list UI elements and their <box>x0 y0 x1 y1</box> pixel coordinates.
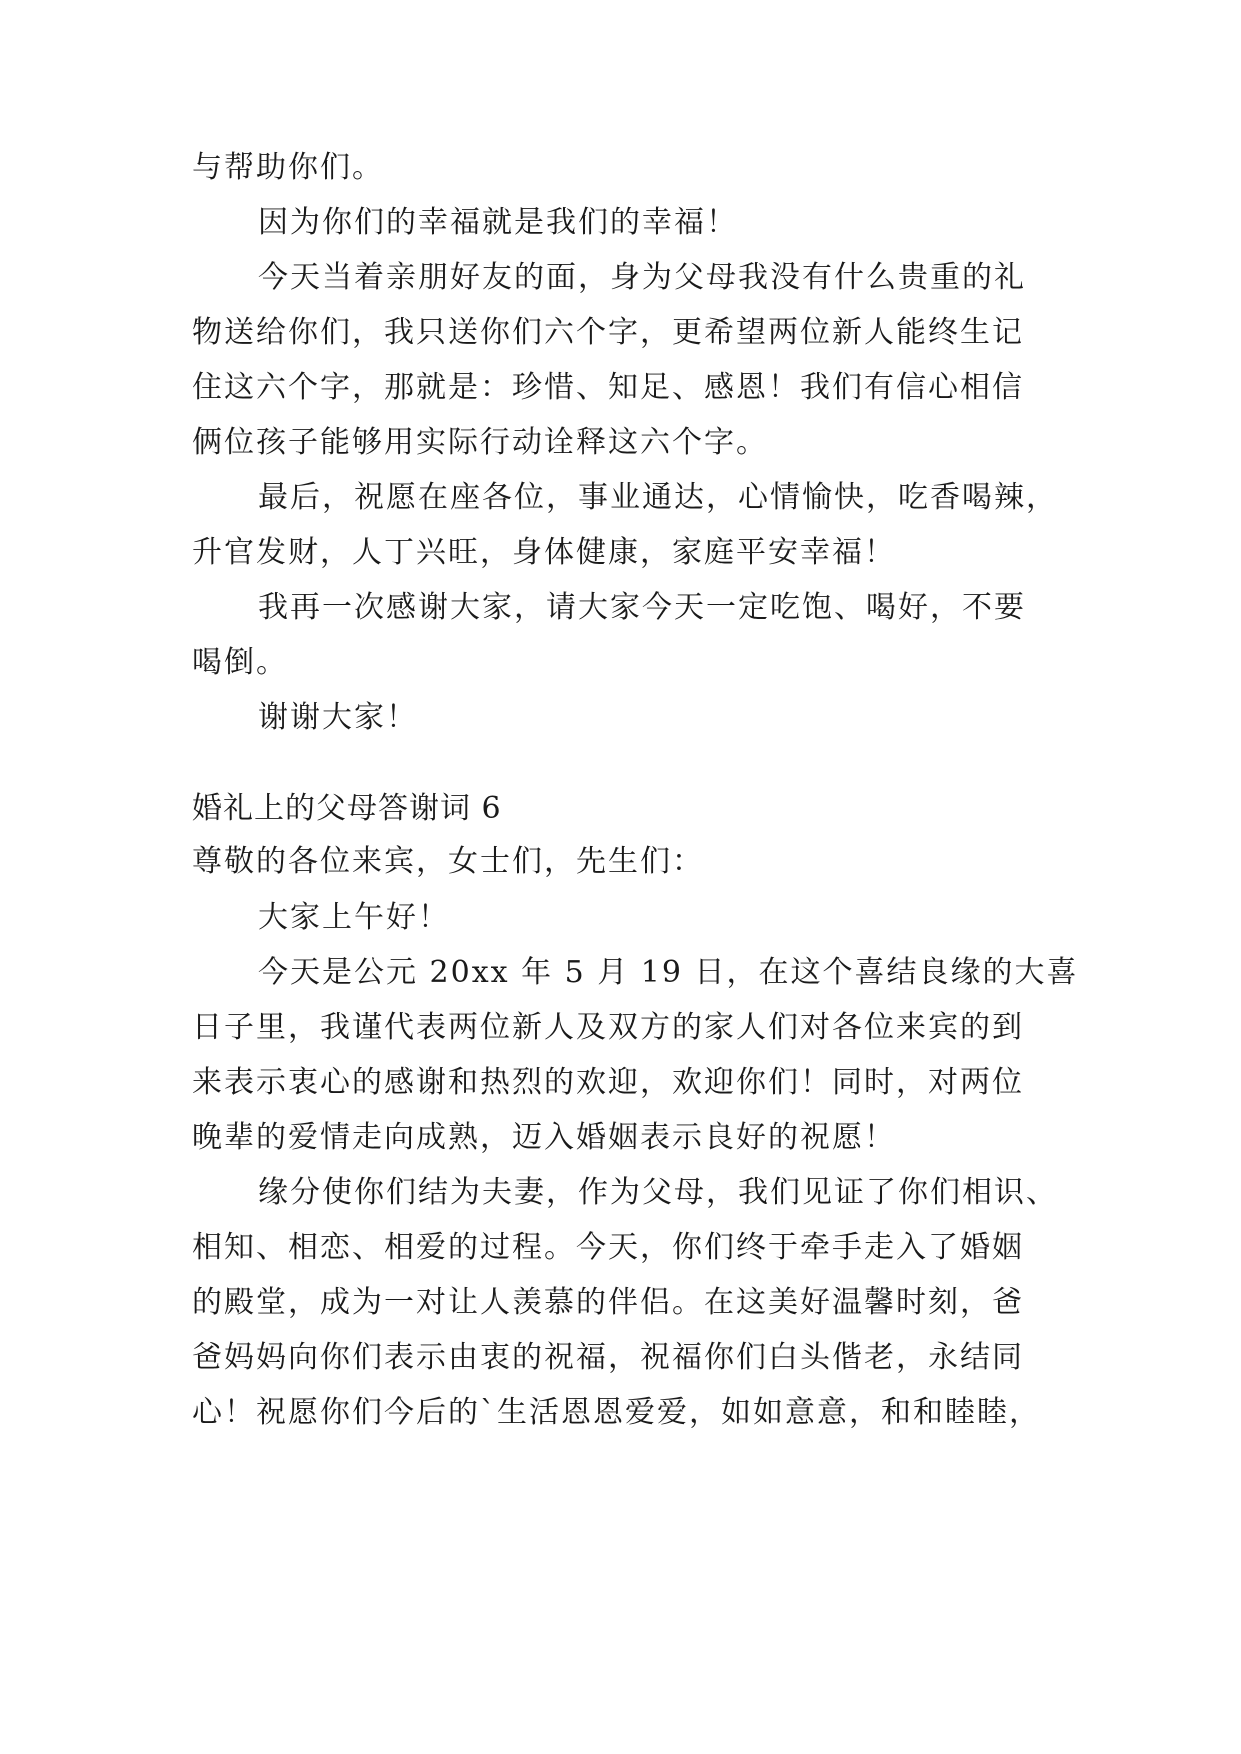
paragraph-line: 日子里，我谨代表两位新人及双方的家人们对各位来宾的到 <box>192 1010 1024 1045</box>
paragraph-line: 俩位孩子能够用实际行动诠释这六个字。 <box>192 425 768 460</box>
paragraph-line: 住这六个字，那就是：珍惜、知足、感恩！我们有信心相信 <box>192 370 1024 405</box>
paragraph-line: 今天当着亲朋好友的面，身为父母我没有什么贵重的礼 <box>258 260 1026 295</box>
paragraph-line: 晚辈的爱情走向成熟，迈入婚姻表示良好的祝愿！ <box>192 1120 896 1155</box>
paragraph-line: 大家上午好！ <box>258 900 450 935</box>
paragraph-line: 物送给你们，我只送你们六个字，更希望两位新人能终生记 <box>192 315 1024 350</box>
paragraph-line: 谢谢大家！ <box>258 700 418 735</box>
paragraph-line: 最后，祝愿在座各位，事业通达，心情愉快，吃香喝辣， <box>258 480 1058 515</box>
paragraph-line: 因为你们的幸福就是我们的幸福！ <box>258 205 738 240</box>
paragraph-line: 今天是公元 20xx 年 5 月 19 日，在这个喜结良缘的大喜 <box>258 955 1079 990</box>
paragraph-line: 升官发财，人丁兴旺，身体健康，家庭平安幸福！ <box>192 535 896 570</box>
salutation-line: 尊敬的各位来宾，女士们，先生们： <box>192 844 704 879</box>
paragraph-line: 心！祝愿你们今后的`生活恩恩爱爱，如如意意，和和睦睦， <box>192 1395 1041 1430</box>
paragraph-line: 我再一次感谢大家，请大家今天一定吃饱、喝好，不要 <box>258 590 1026 625</box>
paragraph-line: 喝倒。 <box>192 645 288 680</box>
section-heading: 婚礼上的父母答谢词 6 <box>192 791 502 826</box>
paragraph-line: 缘分使你们结为夫妻，作为父母，我们见证了你们相识、 <box>258 1175 1058 1210</box>
paragraph-line: 与帮助你们。 <box>192 150 384 185</box>
paragraph-line: 爸妈妈向你们表示由衷的祝福，祝福你们白头偕老，永结同 <box>192 1340 1024 1375</box>
paragraph-line: 的殿堂，成为一对让人羡慕的伴侣。在这美好温馨时刻，爸 <box>192 1285 1024 1320</box>
paragraph-line: 相知、相恋、相爱的过程。今天，你们终于牵手走入了婚姻 <box>192 1230 1024 1265</box>
paragraph-line: 来表示衷心的感谢和热烈的欢迎，欢迎你们！同时，对两位 <box>192 1065 1024 1100</box>
